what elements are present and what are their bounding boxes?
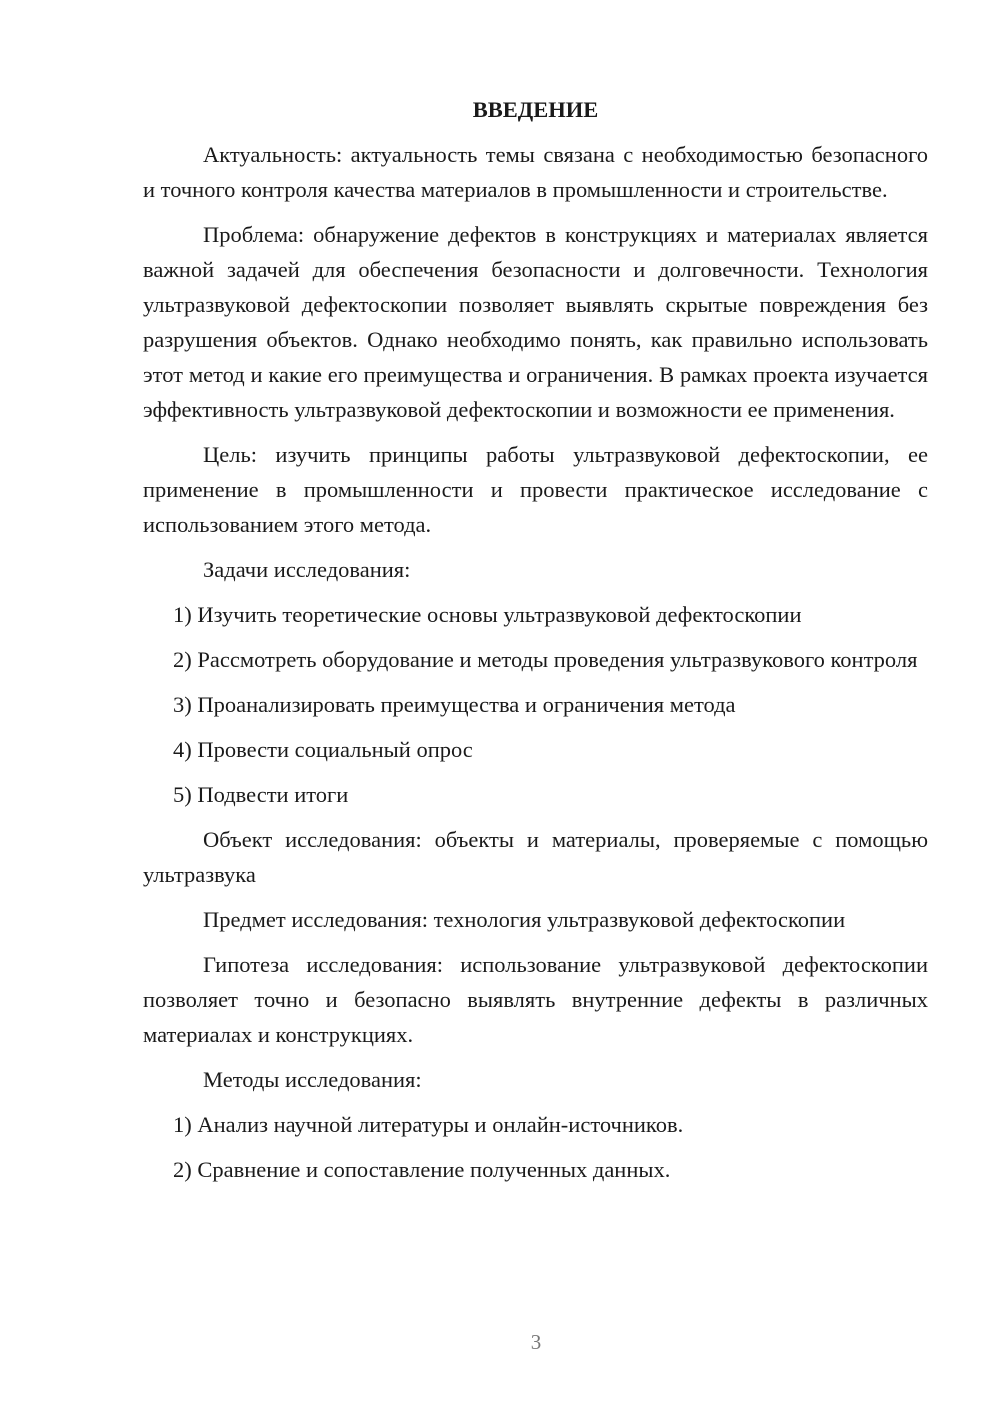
relevance-paragraph: Актуальность: актуальность темы связана с необходимостью безопасного и точного контроля качества материалов в промышленности и строительстве. <box>143 142 928 202</box>
task-item: 5) Подвести итоги <box>173 782 349 807</box>
task-item: 3) Проанализировать преимущества и ограничения метода <box>173 692 736 717</box>
task-item: 4) Провести социальный опрос <box>173 737 473 762</box>
task-item: 2) Рассмотреть оборудование и методы проведения ультразвукового контроля <box>173 647 918 672</box>
problem-paragraph: Проблема: обнаружение дефектов в конструкциях и материалах является важной задачей для обеспечения безопасности и долговечности. Технология ультразвуковой дефектоскопии позволяет выявлять скрытые повреждения без разрушения объектов. Однако необходимо понять, как правильно использовать этот метод и какие его преимущества и ограничения. В рамках проекта изучается эффективность ультразвуковой дефектоскопии и возможности ее применения. <box>143 222 928 422</box>
tasks-heading: Задачи исследования: <box>203 557 411 582</box>
goal-paragraph: Цель: изучить принципы работы ультразвуковой дефектоскопии, ее применение в промышленности и провести практическое исследование с использованием этого метода. <box>143 442 928 537</box>
object-paragraph: Объект исследования: объекты и материалы, проверяемые с помощью ультразвука <box>143 827 928 887</box>
method-item: 2) Сравнение и сопоставление полученных данных. <box>173 1157 671 1182</box>
method-item: 1) Анализ научной литературы и онлайн-источников. <box>173 1112 684 1137</box>
section-title: ВВЕДЕНИЕ <box>472 97 599 122</box>
document-page <box>143 92 928 1197</box>
hypothesis-paragraph: Гипотеза исследования: использование ультразвуковой дефектоскопии позволяет точно и безопасно выявлять внутренние дефекты в различных материалах и конструкциях. <box>143 952 928 1047</box>
page-number: 3 <box>530 1330 542 1354</box>
subject-paragraph: Предмет исследования: технология ультразвуковой дефектоскопии <box>203 907 846 932</box>
task-item: 1) Изучить теоретические основы ультразвуковой дефектоскопии <box>173 602 802 627</box>
methods-heading: Методы исследования: <box>203 1067 422 1092</box>
